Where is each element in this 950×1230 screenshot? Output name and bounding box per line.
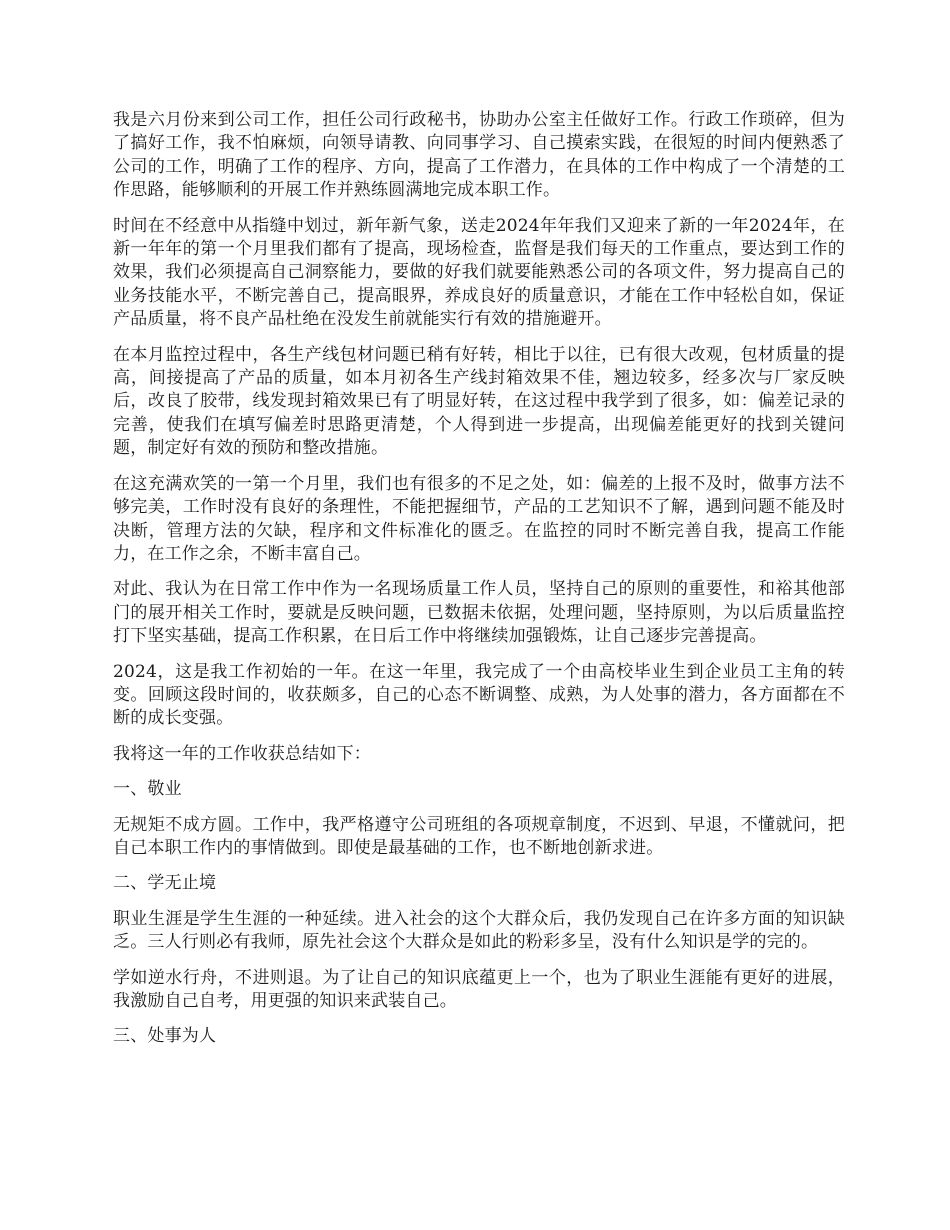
paragraph-shortcomings: 在这充满欢笑的一第一个月里，我们也有很多的不足之处，如：偏差的上报不及时，做事方法不够完美，工作时没有良好的条理性，不能把握细节，产品的工艺知识不了解，遇到问题不能及时决断，管理方法的欠缺，程序和文件标准化的匮乏。在监控的同时不断完善自我，提高工作能力，在工作之余，不断丰富自己。 [113,473,845,564]
paragraph-principles: 对此、我认为在日常工作中作为一名现场质量工作人员，坚持自己的原则的重要性，和裕其他部门的展开相关工作时，要就是反映问题，已数据未依据，处理问题，坚持原则，为以后质量监控打下坚实基础，提高工作积累，在日后工作中将继续加强锻炼，让自己逐步完善提高。 [113,579,845,647]
paragraph-year-review: 2024，这是我工作初始的一年。在这一年里，我完成了一个由高校毕业生到企业员工主角的转变。回顾这段时间的，收获颇多，自己的心态不断调整、成熟，为人处事的潜力，各方面都在不断的成长变强。 [113,661,845,729]
paragraph-monitoring: 在本月监控过程中，各生产线包材问题已稍有好转，相比于以往，已有很大改观，包材质量的提高，间接提高了产品的质量，如本月初各生产线封箱效果不佳，翘边较多，经多次与厂家反映后，改良了胶带，线发现封箱效果已有了明显好转，在这过程中我学到了很多，如：偏差记录的完善，使我们在填写偏差时思路更清楚，个人得到进一步提高，出现偏差能更好的找到关键问题，制定好有效的预防和整改措施。 [113,344,845,459]
heading-learning: 二、学无止境 [113,873,217,894]
document-page [113,109,845,1061]
paragraph-learning-1: 职业生涯是学生生涯的一种延续。进入社会的这个大群众后，我仍发现自己在许多方面的知识缺乏。三人行则必有我师，原先社会这个大群众是如此的粉彩多呈，没有什么知识是学的完的。 [113,908,845,953]
heading-dedication: 一、敬业 [113,779,182,800]
paragraph-intro: 我是六月份来到公司工作，担任公司行政秘书，协助办公室主任做好工作。行政工作琐碎，但为了搞好工作，我不怕麻烦，向领导请教、向同事学习、自己摸索实践，在很短的时间内便熟悉了公司的工作，明确了工作的程序、方向，提高了工作潜力，在具体的工作中构成了一个清楚的工作思路，能够顺利的开展工作并熟练圆满地完成本职工作。 [113,110,845,201]
paragraph-dedication: 无规矩不成方圆。工作中，我严格遵守公司班组的各项规章制度，不迟到、早退，不懂就问，把自己本职工作内的事情做到。即使是最基础的工作，也不断地创新求进。 [113,814,845,858]
paragraph-new-year: 时间在不经意中从指缝中划过，新年新气象，送走2024年年我们又迎来了新的一年2024年，在新一年年的第一个月里我们都有了提高，现场检查，监督是我们每天的工作重点，要达到工作的效果，我们必须提高自己洞察能力，要做的好我们就要能熟悉公司的各项文件，努力提高自己的业务技能水平，不断完善自己，提高眼界，养成良好的质量意识，才能在工作中轻松自如，保证产品质量，将不良产品杜绝在没发生前就能实行有效的措施避开。 [113,215,845,330]
paragraph-summary-intro: 我将这一年的工作收获总结如下： [113,743,371,764]
paragraph-learning-2: 学如逆水行舟，不进则退。为了让自己的知识底蕴更上一个，也为了职业生涯能有更好的进展，我激励自己自考，用更强的知识来武装自己。 [113,967,845,1011]
heading-conduct: 三、处事为人 [113,1026,217,1047]
